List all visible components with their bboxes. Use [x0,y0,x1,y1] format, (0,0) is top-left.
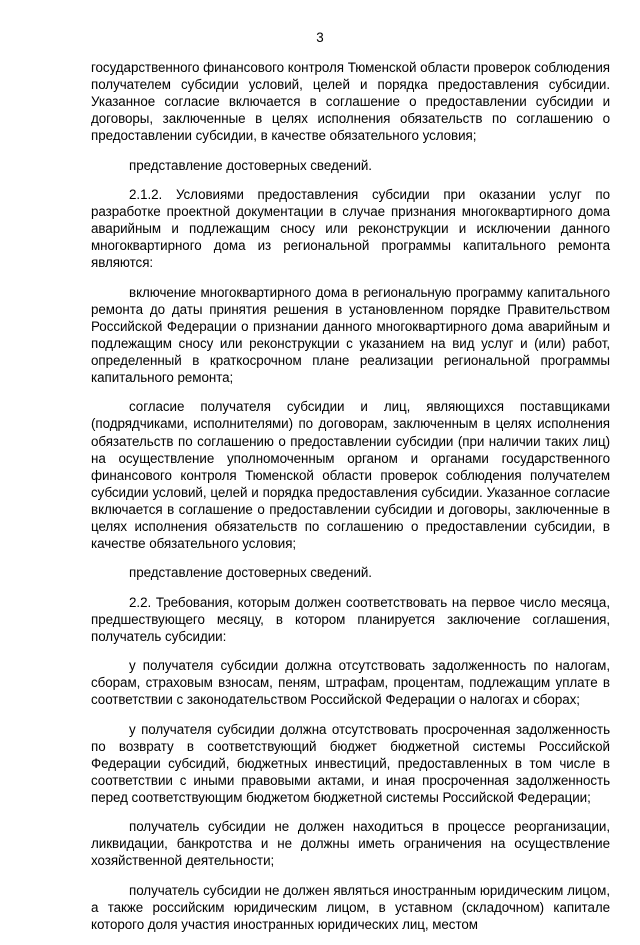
paragraph-clause-2-1-2: 2.1.2. Условиями предоставления субсидии при оказании услуг по разработке проектной документации в случае признания многоквартирного дома аварийным и подлежащим сносу или реконструкции и исключении данного многоквартирного дома из региональной программы капитального ремонта являются: [91,186,610,271]
paragraph-continuation: государственного финансового контроля Тюменской области проверок соблюдения получателем субсидии условий, целей и порядка предоставления субсидии. Указанное согласие включается в соглашение о предоставлении субсидии и договоры, заключенные в целях исполнения обязательств по соглашению о предоставлении субсидии, в качестве обязательного условия; [91,60,610,144]
paragraph: у получателя субсидии должна отсутствовать задолженность по налогам, сборам, страховым взносам, пеням, штрафам, процентам, подлежащим уплате в соответствии с законодательством Российской Федерации о налогах и сборах; [91,658,610,708]
paragraph: у получателя субсидии должна отсутствовать просроченная задолженность по возврату в соответствующий бюджет бюджетной системы Российской Федерации субсидий, бюджетных инвестиций, предоставленных в том числе в соответствии с иными правовыми актами, и иная просроченная задолженность перед соответствующим бюджетом бюджетной системы Российской Федерации; [91,721,610,805]
paragraph: представление достоверных сведений. [129,157,372,173]
page-number: 3 [316,30,324,45]
paragraph: получатель субсидии не должен находиться в процессе реорганизации, ликвидации, банкротства и не должны иметь ограничения на осуществление хозяйственной деятельности; [91,819,610,869]
paragraph-clause-2-2: 2.2. Требования, которым должен соответствовать на первое число месяца, предшествующего месяцу, в котором планируется заключение соглашения, получатель субсидии: [91,594,610,644]
paragraph: включение многоквартирного дома в региональную программу капитального ремонта до даты принятия решения в установленном порядке Правительством Российской Федерации о признании данного многоквартирного дома аварийным и подлежащим сносу или реконструкции с указанием на вид услуг и (или) работ, определенный в краткосрочном плане реализации региональной программы капитального ремонта; [91,284,610,386]
paragraph: представление достоверных сведений. [129,565,372,581]
paragraph: согласие получателя субсидии и лиц, являющихся поставщиками (подрядчиками, исполнителями) по договорам, заключенным в целях исполнения обязательств по соглашению о предоставлении субсидии (при наличии таких лиц) на осуществление уполномоченным органом и органами государственного финансового контроля Тюменской области проверок соблюдения получателем субсидии условий, целей и порядка предоставления субсидии. Указанное согласие включается в соглашение о предоставлении субсидии и договоры, заключенные в целях исполнения обязательств по соглашению о предоставлении субсидии, в качестве обязательного условия; [91,399,610,552]
document-body [91,59,610,945]
paragraph: получатель субсидии не должен являться иностранным юридическим лицом, а также российским юридическим лицом, в уставном (складочном) капитале которого доля участия иностранных юридических лиц, местом [91,882,610,932]
